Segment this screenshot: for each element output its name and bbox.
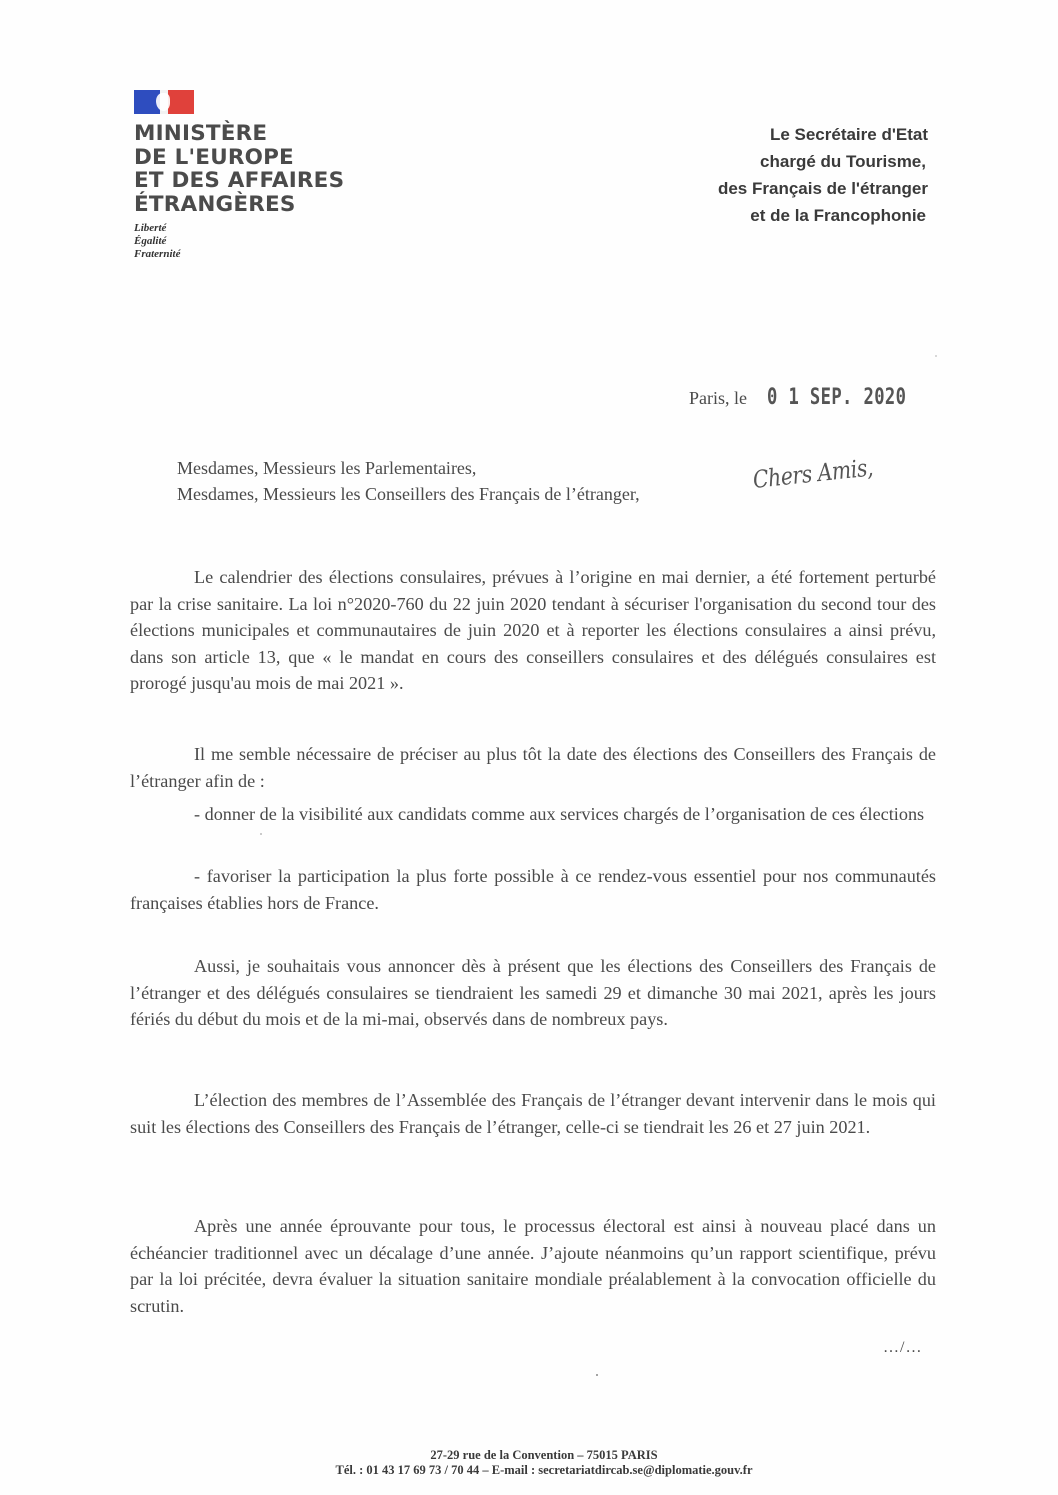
ministry-line: ÉTRANGÈRES bbox=[134, 191, 296, 217]
paragraph-text: Le calendrier des élections consulaires, prévues à l’origine en mai dernier, a été fortement perturbé par la crise sanitaire. La loi n°2020-760 du 22 juin 2020 tendant à sécuriser l'organisation du second tour des élections municipales et communautaires de juin 2020 et à reporter les élections consulaires a ainsi prévu, dans son article 13, que « le mandat en cours des conseillers consulaires et des délégués consulaires est prorogé jusqu'au mois de mai 2021 ». bbox=[130, 567, 936, 693]
ministry-line: DE L'EUROPE bbox=[134, 144, 294, 170]
scan-speck bbox=[596, 1374, 598, 1376]
sender-line: chargé du Tourisme, bbox=[760, 152, 926, 171]
sender-line: Le Secrétaire d'Etat bbox=[769, 125, 928, 144]
marianne-flag-icon bbox=[134, 90, 194, 114]
ministry-line: ET DES AFFAIRES bbox=[134, 168, 345, 193]
handwritten-greeting: Chers Amis, bbox=[751, 453, 875, 494]
scan-speck bbox=[260, 833, 262, 835]
paragraph-text: Après une année éprouvante pour tous, le processus électoral est ainsi à nouveau placé dans un échéancier traditionnel avec un décalage d’une année. J’ajoute néanmoins qu’un rapport scientifique, prévu par la loi précitée, devra évaluer la situation sanitaire mondiale préalablement à la convocation officielle du scrutin. bbox=[130, 1216, 936, 1316]
flag-red-band bbox=[168, 90, 194, 114]
footer bbox=[0, 1448, 1058, 1478]
ministry-logo bbox=[134, 90, 344, 261]
body-paragraph bbox=[130, 564, 936, 697]
paragraph-text: Il me semble nécessaire de préciser au plus tôt la date des élections des Conseillers des Français de l’étranger afin de : bbox=[130, 744, 936, 791]
sender-line: des Français de l'étranger bbox=[717, 179, 928, 198]
motto-line: Fraternité bbox=[134, 248, 181, 260]
salutation-line: Mesdames, Messieurs les Parlementaires, bbox=[177, 458, 477, 478]
bullet-text: - favoriser la participation la plus forte possible à ce rendez-vous essentiel pour nos communautés françaises établies hors de France. bbox=[130, 866, 936, 913]
letter-date bbox=[689, 385, 946, 410]
bullet-text: - donner de la visibilité aux candidats comme aux services chargés de l’organisation de ces élections bbox=[194, 804, 925, 824]
motto-line: Liberté bbox=[134, 222, 167, 234]
motto-line: Égalité bbox=[134, 235, 167, 247]
date-prefix: Paris, le bbox=[689, 388, 747, 408]
body-paragraph bbox=[130, 1213, 936, 1319]
scan-speck bbox=[935, 355, 937, 357]
continuation-mark: …/… bbox=[883, 1339, 923, 1356]
paragraph-text: L’élection des membres de l’Assemblée des Français de l’étranger devant intervenir dans le mois qui suit les élections des Conseillers des Français de l’étranger, celle-ci se tiendrait les 26 et 27 juin 2021. bbox=[130, 1090, 936, 1137]
salutation bbox=[177, 455, 640, 507]
body-paragraph bbox=[130, 741, 936, 794]
marianne-profile-icon bbox=[156, 93, 170, 111]
paragraph-text: Aussi, je souhaitais vous annoncer dès à présent que les élections des Conseillers des Français de l’étranger et des délégués consulaires se tiendraient les samedi 29 et dimanche 30 mai 2021, après les jours fériés du début du mois et de la mi-mai, observés dans de nombreux pays. bbox=[130, 956, 936, 1029]
ministry-line: MINISTÈRE bbox=[134, 121, 268, 146]
footer-address: 27-29 rue de la Convention – 75015 PARIS bbox=[430, 1448, 658, 1462]
republic-motto bbox=[134, 222, 344, 261]
date-stamp: 0 1 SEP. 2020 bbox=[767, 385, 907, 410]
footer-contact: Tél. : 01 43 17 69 73 / 70 44 – E-mail : secretariatdircab.se@diplomatie.gouv.fr bbox=[335, 1463, 753, 1477]
body-paragraph bbox=[130, 1087, 936, 1140]
sender-title bbox=[718, 121, 928, 229]
bullet-item bbox=[130, 863, 936, 916]
ministry-name bbox=[134, 122, 344, 216]
body-paragraph bbox=[130, 953, 936, 1033]
sender-line: et de la Francophonie bbox=[750, 206, 926, 225]
bullet-item bbox=[130, 801, 936, 828]
salutation-line: Mesdames, Messieurs les Conseillers des Français de l’étranger, bbox=[177, 484, 640, 504]
